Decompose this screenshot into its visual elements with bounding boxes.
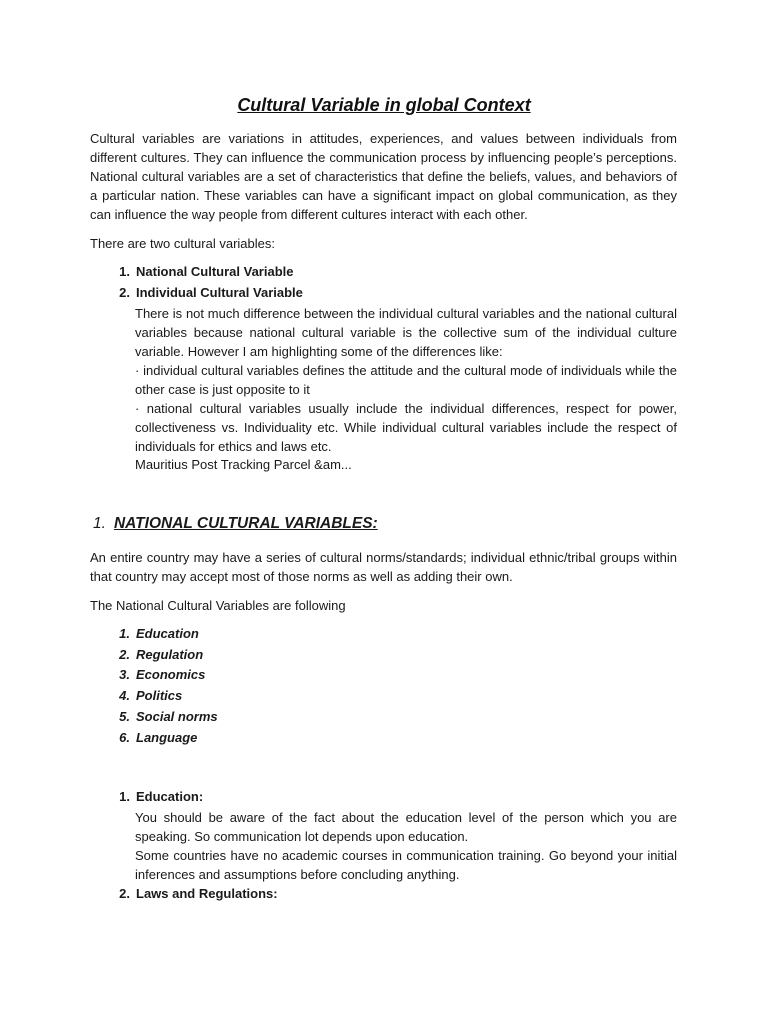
- section-heading: [93, 515, 378, 533]
- list-number: 3.: [119, 667, 130, 682]
- list-number: 2.: [119, 647, 130, 662]
- list-item-national: National Cultural Variable: [136, 264, 294, 279]
- difference-bullet-2: · national cultural variables usually include the individual differences, respect for power, collectiveness vs. Individuality etc. While individual cultural variables include the respect of individuals for ethics and laws etc.: [135, 401, 677, 454]
- laws-heading: Laws and Regulations:: [136, 886, 278, 901]
- education-paragraph-2: Some countries have no academic courses in communication training. Go beyond your initial inferences and assumptions before concluding anything.: [135, 848, 677, 882]
- list-number: 1.: [119, 264, 130, 279]
- list-number: 1.: [119, 789, 130, 804]
- intro-paragraph: Cultural variables are variations in attitudes, experiences, and values between individuals from different cultures. They can influence the communication process by influencing people’s perceptions. National cultural variables are a set of characteristics that define the beliefs, values, and behaviors of a particular nation. These variables can have a significant impact on global communication, as they can influence the way people from different cultures interact with each other.: [90, 131, 677, 222]
- list-item-regulation: Regulation: [136, 647, 204, 662]
- list-number: 2.: [119, 285, 130, 300]
- list-item-language: Language: [136, 730, 198, 745]
- list-number: 1.: [119, 626, 130, 641]
- list-item-individual: Individual Cultural Variable: [136, 285, 303, 300]
- difference-bullet-1: · individual cultural variables defines the attitude and the cultural mode of individuals while the other case is just opposite to it: [135, 363, 677, 397]
- list-number: 6.: [119, 730, 130, 745]
- list-item-social-norms: Social norms: [136, 709, 218, 724]
- list-number: 5.: [119, 709, 130, 724]
- education-heading: Education:: [136, 789, 204, 804]
- list-item-politics: Politics: [136, 688, 183, 703]
- list-item-education: Education: [136, 626, 199, 641]
- difference-paragraph: There is not much difference between the individual cultural variables and the national cultural variables because national cultural variable is the collective sum of the individual culture variable. However I am highlighting some of the differences like:: [135, 306, 677, 359]
- list-item-economics: Economics: [136, 667, 206, 682]
- section-intro: An entire country may have a series of cultural norms/standards; individual ethnic/tribal groups within that country may accept most of those norms as well as adding their own.: [90, 550, 677, 584]
- variables-list-intro: The National Cultural Variables are following: [90, 598, 346, 613]
- section-title: NATIONAL CULTURAL VARIABLES:: [113, 515, 378, 532]
- ad-link-line[interactable]: Mauritius Post Tracking Parcel &am...: [135, 457, 352, 472]
- education-paragraph-1: You should be aware of the fact about the education level of the person which you are speaking. So communication lot depends upon education.: [135, 810, 677, 844]
- list-number: 2.: [119, 886, 130, 901]
- list-number: 4.: [119, 688, 130, 703]
- two-variables-intro: There are two cultural variables:: [90, 236, 275, 251]
- section-number: 1.: [93, 515, 106, 532]
- document-title: Cultural Variable in global Context: [237, 95, 531, 115]
